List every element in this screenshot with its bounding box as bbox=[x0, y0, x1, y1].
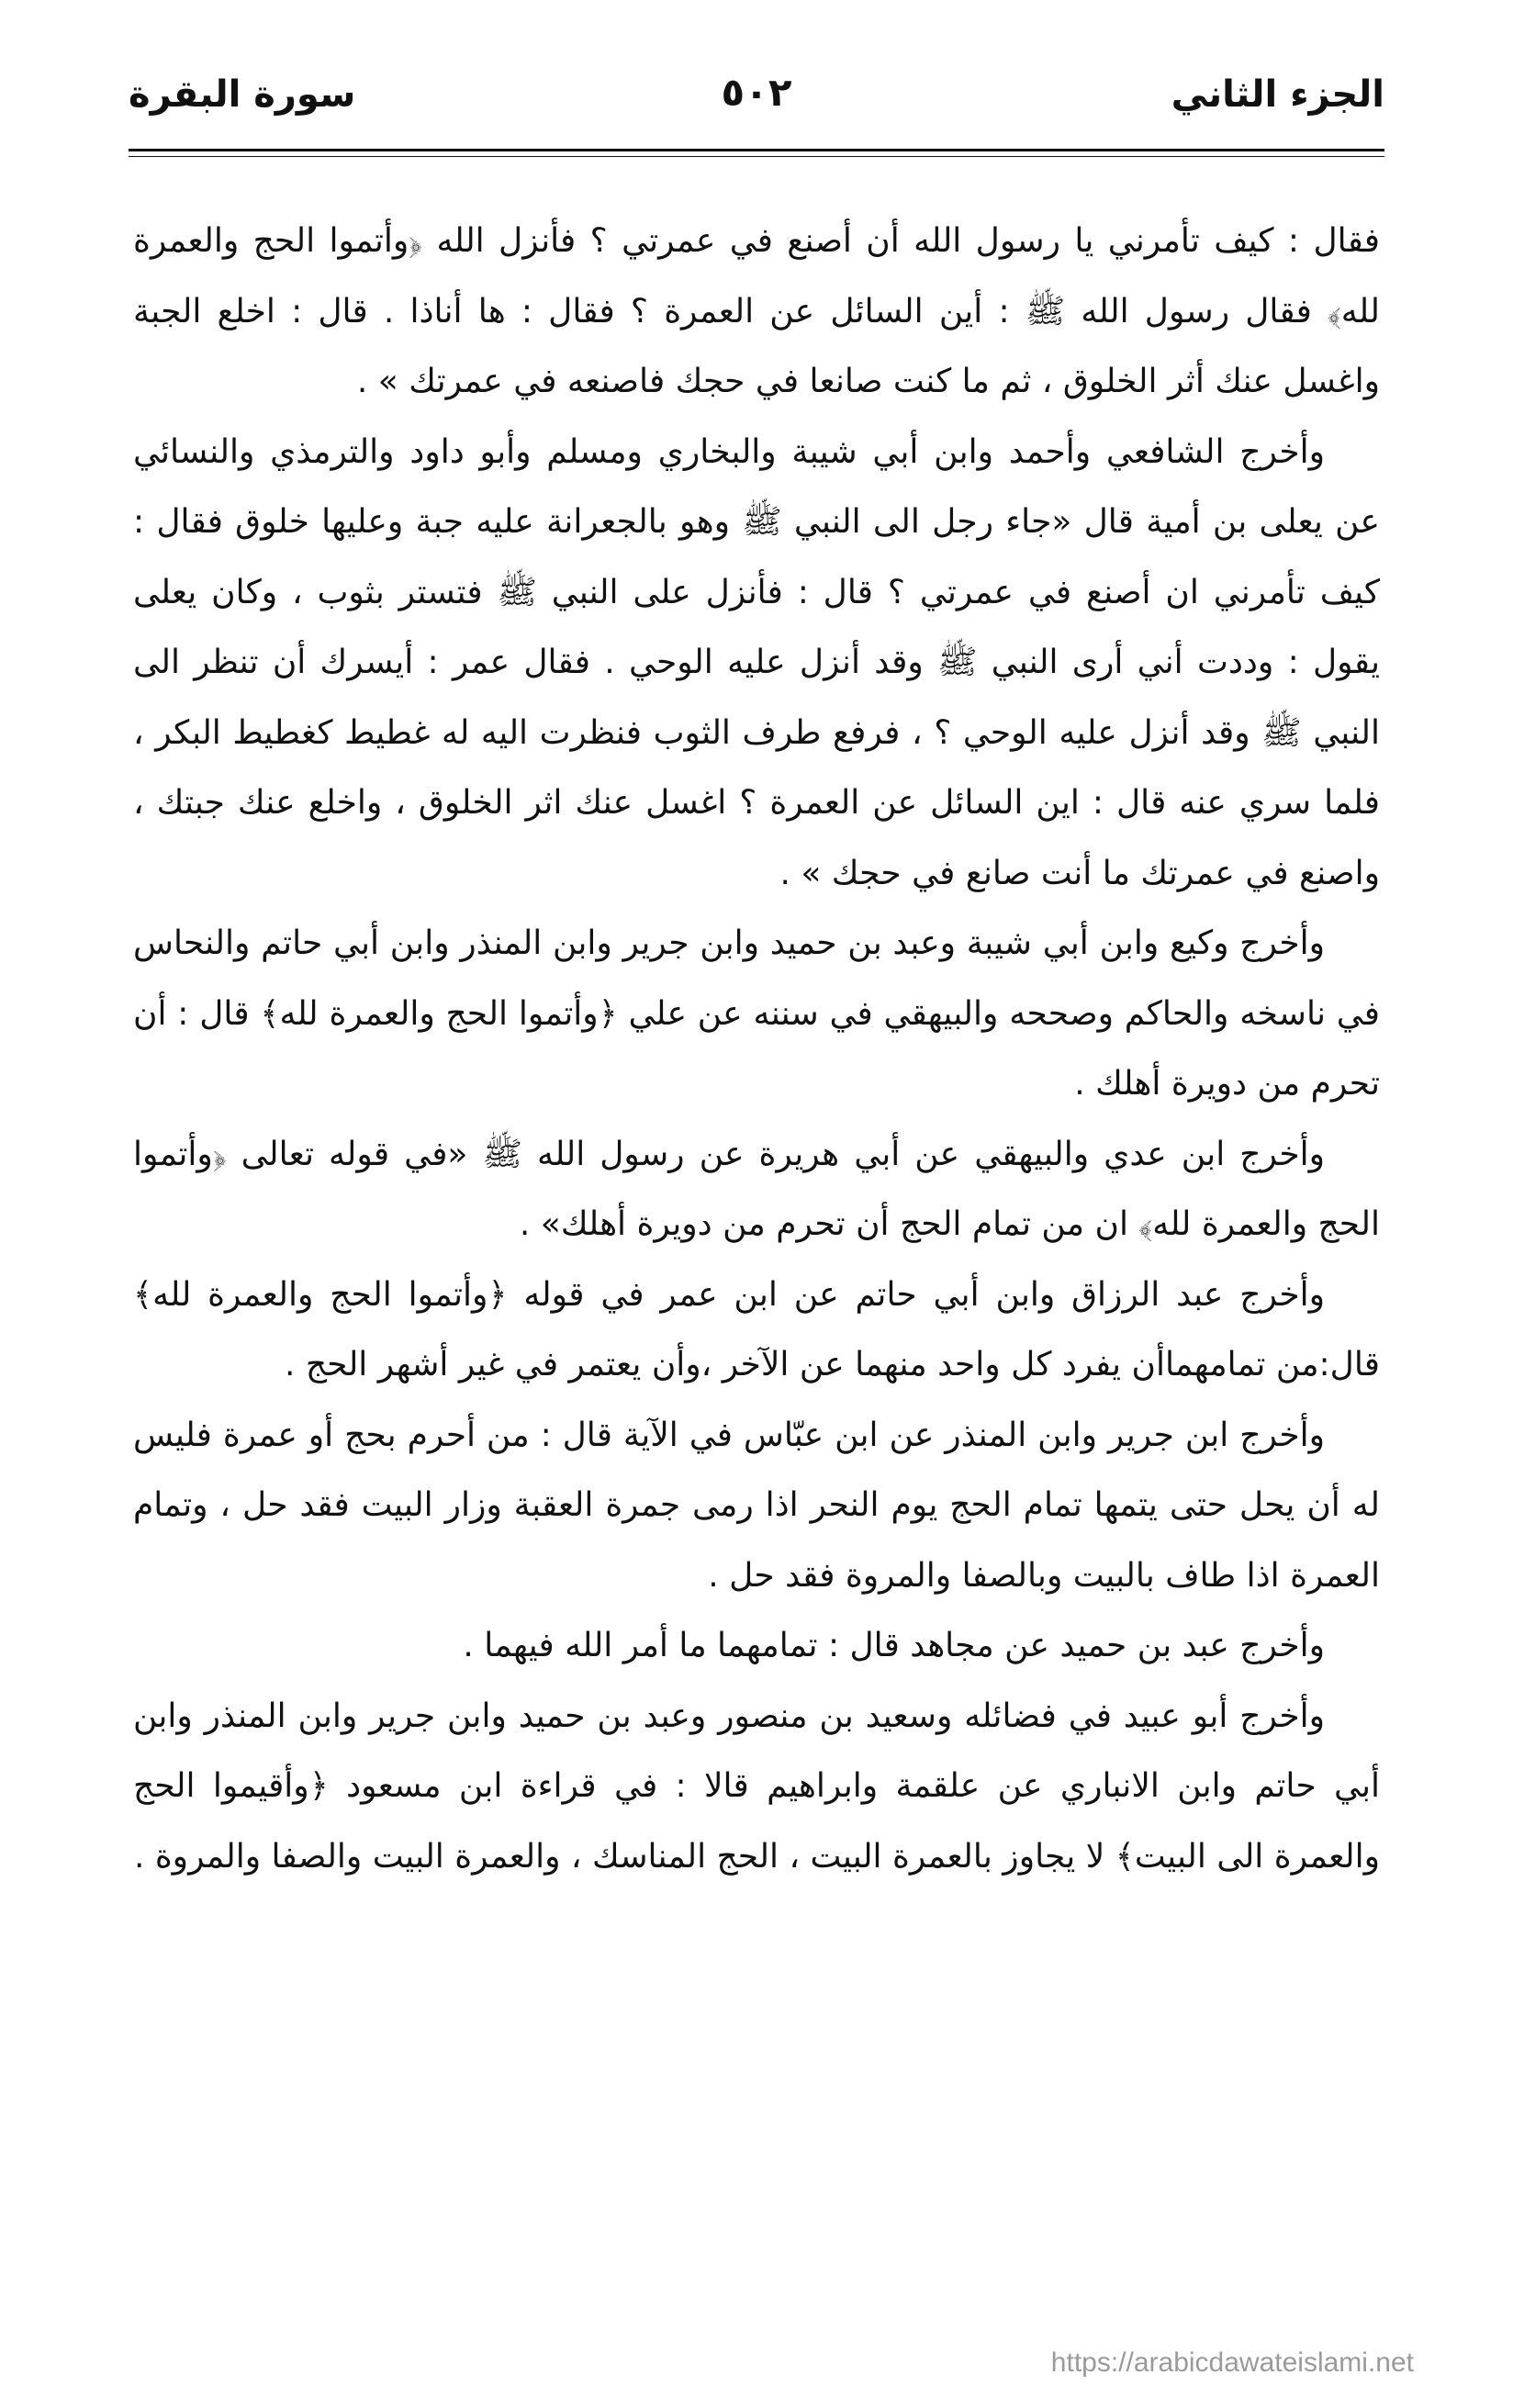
header-divider-thin bbox=[129, 156, 1384, 157]
site-watermark: https://arabicdawateislami.net bbox=[1050, 2347, 1414, 2378]
paragraph: وأخرج وكيع وابن أبي شيبة وعبد بن حميد وابن جرير وابن المنذر وابن أبي حاتم والنحاس في ناسخه والحاكم وصححه والبيهقي في سننه عن علي ﴿وأتموا الحج والعمرة لله﴾ قال : أن تحرم من دويرة أهلك . bbox=[133, 924, 1380, 1103]
paragraph: وأخرج عبد بن حميد عن مجاهد قال : تمامهما ما أمر الله فيهما . bbox=[463, 1627, 1325, 1664]
page-number: ٥٠٢ bbox=[721, 70, 792, 115]
paragraph: وأخرج عبد الرزاق وابن أبي حاتم عن ابن عمر في قوله ﴿وأتموا الحج والعمرة لله﴾قال:من تمامهماأن يفرد كل واحد منهما عن الآخر ،وأن يعتمر في غير أشهر الحج . bbox=[133, 1275, 1380, 1383]
paragraph: وأخرج ابن عدي والبيهقي عن أبي هريرة عن رسول الله ﷺ «في قوله تعالى ﴿وأتموا الحج والعمرة لله﴾ ان من تمام الحج أن تحرم من دويرة أهلك» . bbox=[133, 1135, 1380, 1243]
surah-title: سورة البقرة bbox=[129, 73, 356, 116]
header-divider bbox=[129, 149, 1384, 151]
paragraph: وأخرج ابن جرير وابن المنذر عن ابن عبّاس في الآية قال : من أحرم بحج أو عمرة فليس له أن يحل حتى يتمها تمام الحج يوم النحر اذا رمى جمرة العقبة وزار البيت فقد حل ، وتمام العمرة اذا طاف بالبيت وبالصفا والمروة فقد حل . bbox=[133, 1416, 1380, 1595]
page-body bbox=[133, 207, 1380, 1892]
page-header bbox=[129, 64, 1384, 147]
part-title: الجزء الثاني bbox=[1171, 73, 1384, 116]
paragraph: وأخرج أبو عبيد في فضائله وسعيد بن منصور وعبد بن حميد وابن جرير وابن المنذر وابن أبي حاتم وابن الانباري عن علقمة وابراهيم قالا : في قراءة ابن مسعود ﴿وأقيموا الحج والعمرة الى البيت﴾ لا يجاوز بالعمرة البيت ، الحج المناسك ، والعمرة البيت والصفا والمروة . bbox=[133, 1697, 1380, 1876]
paragraph: وأخرج الشافعي وأحمد وابن أبي شيبة والبخاري ومسلم وأبو داود والترمذي والنسائي عن يعلى بن أمية قال «جاء رجل الى النبي ﷺ وهو بالجعرانة عليه جبة وعليها خلوق فقال : كيف تأمرني ان أصنع في عمرتي ؟ قال : فأنزل على النبي ﷺ فتستر بثوب ، وكان يعلى يقول : وددت أني أرى النبي ﷺ وقد أنزل عليه الوحي . فقال عمر : أيسرك أن تنظر الى النبي ﷺ وقد أنزل عليه الوحي ؟ ، فرفع طرف الثوب فنظرت اليه له غطيط كغطيط البكر ، فلما سري عنه قال : اين السائل عن العمرة ؟ اغسل عنك اثر الخلوق ، واخلع عنك جبتك ، واصنع في عمرتك ما أنت صانع في حجك » . bbox=[133, 432, 1380, 892]
paragraph: فقال : كيف تأمرني يا رسول الله أن أصنع في عمرتي ؟ فأنزل الله ﴿وأتموا الحج والعمرة لله﴾ فقال رسول الله ﷺ : أين السائل عن العمرة ؟ فقال : ها أناذا . قال : اخلع الجبة واغسل عنك أثر الخلوق ، ثم ما كنت صانعا في حجك فاصنعه في عمرتك » . bbox=[133, 222, 1380, 400]
